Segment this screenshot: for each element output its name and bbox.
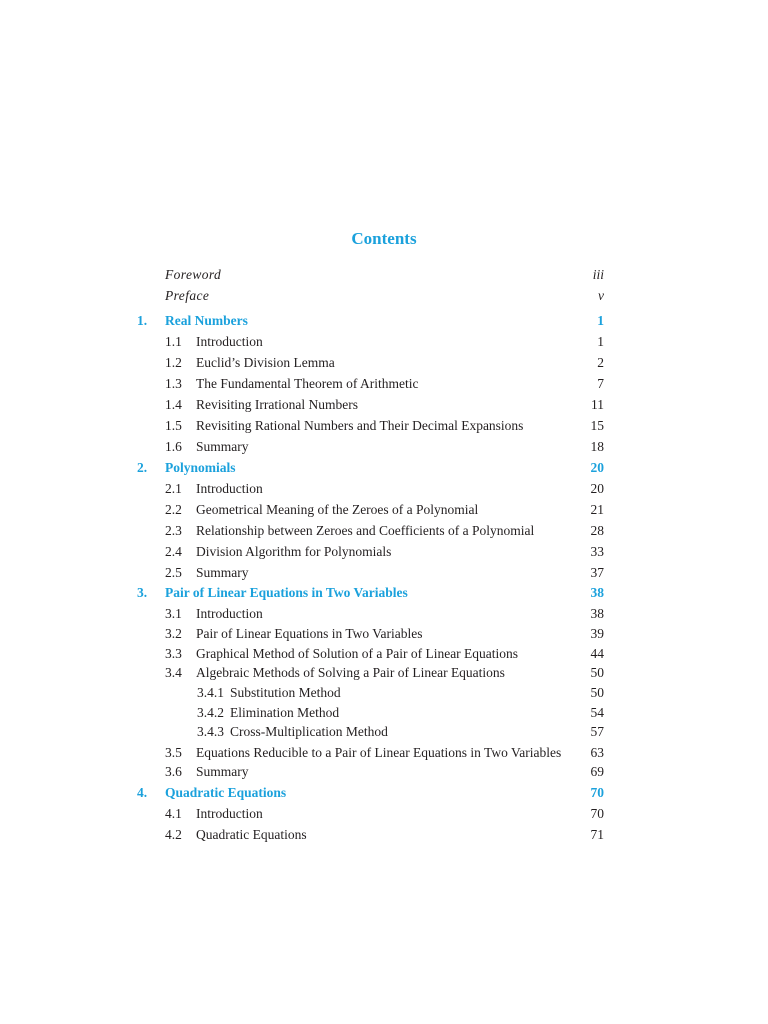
section-page: 7 (597, 376, 604, 391)
section-title: The Fundamental Theorem of Arithmetic (196, 376, 419, 391)
section-number: 3.4 (165, 665, 182, 680)
toc-section-3-5[interactable] (0, 743, 768, 763)
section-title: Introduction (196, 806, 263, 821)
section-number: 3.6 (165, 764, 182, 779)
toc-section-2-1[interactable] (0, 479, 768, 499)
section-page: 1 (597, 334, 604, 349)
toc-entry-page: v (598, 288, 604, 303)
section-number: 1.6 (165, 439, 182, 454)
section-page: 38 (590, 606, 604, 621)
subsection-title: Substitution Method (230, 685, 341, 700)
section-number: 1.1 (165, 334, 182, 349)
section-page: 20 (590, 481, 604, 496)
section-page: 28 (590, 523, 604, 538)
toc-section-1-4[interactable] (0, 395, 768, 415)
section-page: 15 (590, 418, 604, 433)
page-title: Contents (351, 229, 417, 248)
subsection-number: 3.4.3 (197, 724, 224, 739)
section-number: 1.2 (165, 355, 182, 370)
chapter-title: Polynomials (165, 460, 236, 475)
section-title: Graphical Method of Solution of a Pair of Linear Equations (196, 646, 519, 661)
toc-section-3-2[interactable] (0, 624, 768, 644)
subsection-number: 3.4.2 (197, 705, 224, 720)
chapter-page: 38 (590, 585, 604, 600)
section-title: Equations Reducible to a Pair of Linear Equations in Two Variables (196, 745, 562, 760)
section-number: 2.1 (165, 481, 182, 496)
section-number: 1.4 (165, 397, 182, 412)
section-page: 39 (590, 626, 604, 641)
section-number: 2.5 (165, 565, 182, 580)
toc-section-1-3[interactable] (0, 374, 768, 394)
section-title: Pair of Linear Equations in Two Variables (196, 626, 423, 641)
section-page: 37 (590, 565, 604, 580)
section-title: Quadratic Equations (196, 827, 307, 842)
section-number: 3.2 (165, 626, 182, 641)
section-page: 18 (590, 439, 604, 454)
section-title: Relationship between Zeroes and Coefficients of a Polynomial (196, 523, 535, 538)
section-number: 2.2 (165, 502, 182, 517)
chapter-page: 20 (590, 460, 604, 475)
section-page: 63 (590, 745, 604, 760)
toc-subsection-3-4-2[interactable] (0, 703, 768, 723)
section-title: Algebraic Methods of Solving a Pair of Linear Equations (196, 665, 505, 680)
toc-section-2-5[interactable] (0, 563, 768, 583)
section-number: 4.2 (165, 827, 182, 842)
subsection-page: 54 (590, 705, 604, 720)
chapter-number: 3. (137, 585, 148, 600)
toc-section-2-4[interactable] (0, 542, 768, 562)
toc-section-1-1[interactable] (0, 332, 768, 352)
section-number: 4.1 (165, 806, 182, 821)
toc-section-3-4[interactable] (0, 663, 768, 683)
section-page: 33 (590, 544, 604, 559)
toc-chapter-1[interactable] (0, 311, 768, 331)
chapter-number: 1. (137, 313, 148, 328)
toc-entry-preface[interactable] (0, 286, 768, 306)
section-page: 11 (591, 397, 604, 412)
section-page: 50 (590, 665, 604, 680)
toc-entry-label: Preface (165, 288, 210, 303)
section-number: 2.3 (165, 523, 182, 538)
chapter-title: Real Numbers (165, 313, 248, 328)
chapter-number: 2. (137, 460, 148, 475)
toc-section-1-6[interactable] (0, 437, 768, 457)
toc-section-3-1[interactable] (0, 604, 768, 624)
section-number: 3.1 (165, 606, 182, 621)
toc-subsection-3-4-3[interactable] (0, 722, 768, 742)
section-number: 2.4 (165, 544, 182, 559)
chapter-number: 4. (137, 785, 148, 800)
section-page: 21 (590, 502, 604, 517)
section-page: 69 (590, 764, 604, 779)
chapter-title: Pair of Linear Equations in Two Variables (165, 585, 408, 600)
toc-section-4-1[interactable] (0, 804, 768, 824)
toc-section-1-2[interactable] (0, 353, 768, 373)
section-page: 70 (590, 806, 604, 821)
toc-section-1-5[interactable] (0, 416, 768, 436)
section-number: 3.5 (165, 745, 182, 760)
section-number: 1.3 (165, 376, 182, 391)
section-title: Revisiting Irrational Numbers (196, 397, 358, 412)
toc-chapter-4[interactable] (0, 783, 768, 803)
toc-subsection-3-4-1[interactable] (0, 683, 768, 703)
subsection-number: 3.4.1 (197, 685, 224, 700)
section-title: Introduction (196, 606, 263, 621)
section-page: 44 (590, 646, 604, 661)
section-title: Geometrical Meaning of the Zeroes of a Polynomial (196, 502, 479, 517)
section-title: Introduction (196, 334, 263, 349)
toc-entry-label: Foreword (165, 267, 222, 282)
section-title: Division Algorithm for Polynomials (196, 544, 392, 559)
toc-section-2-2[interactable] (0, 500, 768, 520)
toc-entry-foreword[interactable] (0, 265, 768, 285)
section-title: Revisiting Rational Numbers and Their Decimal Expansions (196, 418, 524, 433)
section-page: 71 (590, 827, 604, 842)
toc-section-3-3[interactable] (0, 644, 768, 664)
section-number: 3.3 (165, 646, 182, 661)
chapter-title: Quadratic Equations (165, 785, 287, 800)
subsection-title: Cross-Multiplication Method (230, 724, 388, 739)
toc-section-2-3[interactable] (0, 521, 768, 541)
subsection-page: 57 (590, 724, 604, 739)
section-title: Summary (196, 439, 249, 454)
section-page: 2 (597, 355, 604, 370)
toc-chapter-3[interactable] (0, 583, 768, 603)
toc-entry-page: iii (592, 267, 604, 282)
section-title: Introduction (196, 481, 263, 496)
toc-section-3-6[interactable] (0, 762, 768, 782)
subsection-page: 50 (590, 685, 604, 700)
section-number: 1.5 (165, 418, 182, 433)
section-title: Summary (196, 764, 249, 779)
section-title: Euclid’s Division Lemma (196, 355, 335, 370)
section-title: Summary (196, 565, 249, 580)
toc-chapter-2[interactable] (0, 458, 768, 478)
toc-section-4-2[interactable] (0, 825, 768, 845)
chapter-page: 70 (590, 785, 604, 800)
subsection-title: Elimination Method (230, 705, 340, 720)
chapter-page: 1 (597, 313, 604, 328)
